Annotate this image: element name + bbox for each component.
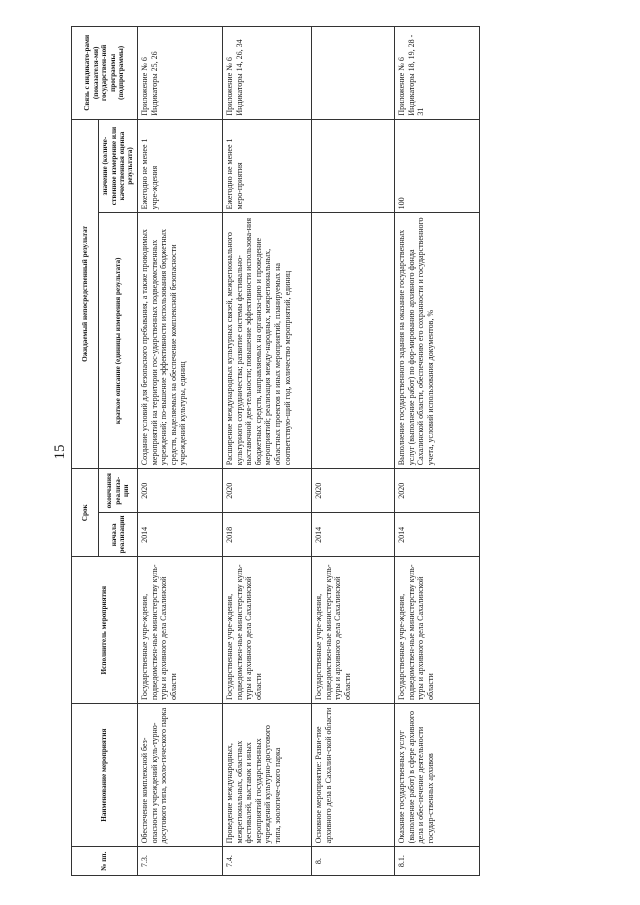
header-result-desc: краткое описание (единицы измерения результата): [99, 213, 138, 469]
header-name: Наименование мероприятия: [72, 704, 138, 847]
row-desc: [312, 213, 395, 469]
row-start: 2018: [223, 513, 312, 557]
page-number: 15: [52, 444, 68, 460]
row-end: 2020: [138, 469, 223, 513]
row-executor: Государственные учре-ждения, подведомствен-ные министерству куль-туры и архивного дела Сахалинской области: [223, 557, 312, 704]
row-executor: Государственные учре-ждения, подведомствен-ные министерству куль-туры и архивного дела Сахалинской области: [312, 557, 395, 704]
header-term: Срок: [72, 469, 99, 557]
header-term-end: окончания реализа-ции: [99, 469, 138, 513]
header-term-start: начала реализации: [99, 513, 138, 557]
row-desc: Создание условий для безопасного пребывания, а также проводимых мероприятий на территории гос-ударственных подведомственных учреждений; по-вышение эффективности использования бюджетных средств, выделяемых на обеспечение комплексной безопасности учреждений культуры, единиц: [138, 213, 223, 469]
row-link: Приложение № 6 Индикаторы 25, 26: [138, 27, 223, 120]
row-end: 2020: [223, 469, 312, 513]
header-link: Связь с индикато-рами (показателя-ми) государствен-ной программы (подпрограммы): [72, 27, 138, 120]
row-link: Приложение № 6 Индикаторы 14, 26, 34: [223, 27, 312, 120]
table-row: [138, 27, 223, 876]
row-end: 2020: [395, 469, 480, 513]
row-num: 7.4.: [223, 847, 312, 876]
header-num: № пп.: [72, 847, 138, 876]
table-header-row: [72, 27, 99, 876]
row-name: Проведение международных, межрегиональных, областных фестивалей, выставок и иных мероприятий государственных учреждений культурно-досугового типа, зоологиче-ского парка: [223, 704, 312, 847]
row-desc: Расширение международных культурных связей, межрегионального культурного сотрудничества; развитие системы фестивально-выставочной дея-тельности; повышение эффективности использова-ния бюджетных средств, направляемых на организа-цию и проведение мероприятий; реализация между-народных, межрегиональных, областных проектов и иных мероприятий, планируемых на соответствую-щий год, количество мероприятий, единиц: [223, 213, 312, 469]
row-link: Приложение № 6 Индикаторы 18, 19, 28 - 31: [395, 27, 480, 120]
row-start: 2014: [395, 513, 480, 557]
row-name: Основное мероприятие: Разви-тие архивного дела в Сахалин-ской области: [312, 704, 395, 847]
row-desc: Выполнение государственного задания на оказание государственных услуг (выполнение работ) по фор-мированию архивного фонда Сахалинской области, обеспечению его сохранности и государственного учета, условий использования документов, %: [395, 213, 480, 469]
header-result: Ожидаемый непосредственный результат: [72, 119, 99, 469]
row-value: 100: [395, 119, 480, 213]
row-link: [312, 27, 395, 120]
measures-table: [71, 26, 480, 876]
row-value: Ежегодно не менее 1 учре-ждения: [138, 119, 223, 213]
table-row: [223, 27, 312, 876]
row-executor: Государственные учре-ждения, подведомствен-ные министерству куль-туры и архивного дела Сахалинской области: [395, 557, 480, 704]
row-end: 2020: [312, 469, 395, 513]
row-value: [312, 119, 395, 213]
row-value: Ежегодно не менее 1 меро-приятия: [223, 119, 312, 213]
header-executor: Исполнитель мероприятия: [72, 557, 138, 704]
row-executor: Государственные учре-ждения, подведомствен-ные министерству куль-туры и архивного дела Сахалинской области: [138, 557, 223, 704]
row-num: 8.1.: [395, 847, 480, 876]
row-name: Обеспечение комплексной без-опасности учреждений куль-турно-досугового типа, зооло-гического парка: [138, 704, 223, 847]
row-name: Оказание государственных услуг (выполнение работ) в сфере архивного дела и обес-печение деятельности государ-ственных архивов: [395, 704, 480, 847]
row-num: 8.: [312, 847, 395, 876]
header-result-value: значение (количе-ственное измерение или качественная оценка результата): [99, 119, 138, 213]
table-row: [395, 27, 480, 876]
table-row: [312, 27, 395, 876]
measures-table-container: [71, 26, 491, 876]
row-start: 2014: [138, 513, 223, 557]
row-start: 2014: [312, 513, 395, 557]
row-num: 7.3.: [138, 847, 223, 876]
